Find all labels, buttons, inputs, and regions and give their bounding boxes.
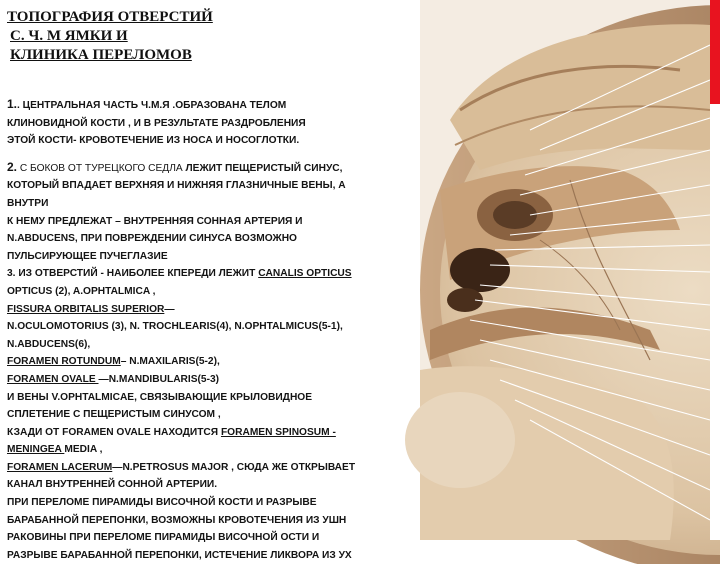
paragraph-3-line: РАЗРЫВЕ БАРАБАННОЙ ПЕРЕПОНКИ, ИСТЕЧЕНИЕ ЛИКВОРА ИЗ УХ [7, 549, 352, 561]
paragraph-3-line: ПРИ ПЕРЕЛОМЕ ПИРАМИДЫ ВИСОЧНОЙ КОСТИ И РАЗРЫВЕ [7, 497, 317, 509]
paragraph-2-line: ПУЛЬСИРУЮЩЕЕ ПУЧЕГЛАЗИЕ [7, 250, 168, 262]
paragraph-3-line: КАНАЛ ВНУТРЕННЕЙ СОННОЙ АРТЕРИИ. [7, 479, 218, 491]
paragraph-3-line [7, 371, 421, 389]
paragraph-2-line: ВНУТРИ [7, 197, 49, 209]
paragraph-3-text: – N.MAXILARIS(5-2), [120, 356, 220, 368]
meningea-term: MENINGEA [7, 444, 65, 456]
paragraph-3-dash: — [164, 303, 175, 315]
title-line-1: ТОПОГРАФИЯ ОТВЕРСТИЙ [7, 9, 213, 25]
paragraph-2-text-bold: ЛЕЖИТ ПЕЩЕРИСТЫЙ СИНУС, [185, 162, 343, 174]
paragraph-3-text: КЗАДИ ОТ FORAMEN OVALE НАХОДИТСЯ [7, 426, 221, 438]
foramen-ovale-term: FORAMEN OVALE [7, 373, 99, 385]
paragraph-3-text: 3. ИЗ ОТВЕРСТИЙ - НАИБОЛЕЕ КПЕРЕДИ ЛЕЖИТ [7, 268, 259, 280]
foramen-rotundum-term: FORAMEN ROTUNDUM [7, 356, 121, 368]
paragraph-2-line [7, 159, 421, 178]
paragraph-3-line: OPTICUS (2), A.OPHTALMICA , [7, 285, 156, 297]
paragraph-2-line: К НЕМУ ПРЕДЛЕЖАТ – ВНУТРЕННЯЯ СОННАЯ АРТЕРИЯ И [7, 215, 303, 227]
paragraph-3-line: СПЛЕТЕНИЕ С ПЕЩЕРИСТЫМ СИНУСОМ , [7, 409, 221, 421]
title-line-2: С. Ч. М ЯМКИ И [10, 28, 128, 44]
title-line-3: КЛИНИКА ПЕРЕЛОМОВ [10, 47, 192, 63]
slide-title [7, 8, 307, 65]
paragraph-3-line [7, 424, 421, 442]
paragraph-2-number: 2. [7, 159, 18, 174]
foramen-lacerum-term: FORAMEN LACERUM [7, 461, 113, 473]
paragraph-3-text: MEDIA , [64, 444, 103, 456]
paragraph-2-line: N.ABDUCENS, ПРИ ПОВРЕЖДЕНИИ СИНУСА ВОЗМОЖНО [7, 233, 297, 245]
paragraph-1-line: КЛИНОВИДНОЙ КОСТИ , И В РЕЗУЛЬТАТЕ РАЗДРОБЛЕНИЯ [7, 117, 306, 129]
paragraph-3-line: N.ABDUCENS(6), [7, 338, 91, 350]
foramen-magnum-area [405, 392, 515, 488]
paragraph-3-line [7, 441, 421, 459]
accent-strip [710, 104, 720, 540]
slide-body-text [7, 96, 421, 561]
paragraph-1-line: ЭТОЙ КОСТИ- КРОВОТЕЧЕНИЕ ИЗ НОСА И НОСОГЛОТКИ. [7, 135, 300, 147]
paragraph-3-text: —N.MANDIBULARIS(5-3) [98, 373, 220, 385]
paragraph-1-number: 1. [7, 97, 18, 111]
skull-base-illustration [420, 0, 710, 540]
paragraph-3-line [7, 353, 421, 371]
paragraph-3-line: РАКОВИНЫ ПРИ ПЕРЕЛОМЕ ПИРАМИДЫ ВИСОЧНОЙ ОСТИ И [7, 532, 320, 544]
paragraph-1-line [7, 96, 421, 115]
accent-bar [710, 0, 720, 104]
paragraph-2-text-regular: С БОКОВ ОТ ТУРЕЦКОГО СЕДЛА [17, 162, 186, 174]
paragraph-3-line [7, 265, 421, 283]
skull-base-drawing [420, 0, 710, 540]
paragraph-gap [7, 150, 421, 159]
paragraph-2-line: КОТОРЫЙ ВПАДАЕТ ВЕРХНЯЯ И НИЖНЯЯ ГЛАЗНИЧНЫЕ ВЕНЫ, А [7, 180, 346, 192]
canalis-opticus-term: CANALIS OPTICUS [258, 268, 352, 280]
paragraph-3-text: —N.PETROSUS MAJOR , СЮДА ЖЕ ОТКРЫВАЕТ [112, 461, 356, 473]
paragraph-3-line: БАРАБАННОЙ ПЕРЕПОНКИ, ВОЗМОЖНЫ КРОВОТЕЧЕНИЯ ИЗ УШН [7, 514, 347, 526]
foramen-spinosum-term: FORAMEN SPINOSUM - [220, 426, 336, 438]
fissura-orbitalis-term: FISSURA ORBITALIS SUPERIOR [7, 303, 165, 315]
paragraph-3-line: N.OCULOMOTORIUS (3), N. TROCHLEARIS(4), N.OPHTALMICUS(5-1), [7, 321, 343, 333]
paragraph-3-line [7, 459, 421, 477]
paragraph-3-line [7, 301, 421, 319]
paragraph-1-text: . ЦЕНТРАЛЬНАЯ ЧАСТЬ Ч.М.Я .ОБРАЗОВАНА ТЕЛОМ [17, 100, 287, 111]
paragraph-3-line: И ВЕНЫ V.OPHTALMICAE, СВЯЗЫВАЮЩИЕ КРЫЛОВИДНОЕ [7, 391, 313, 403]
